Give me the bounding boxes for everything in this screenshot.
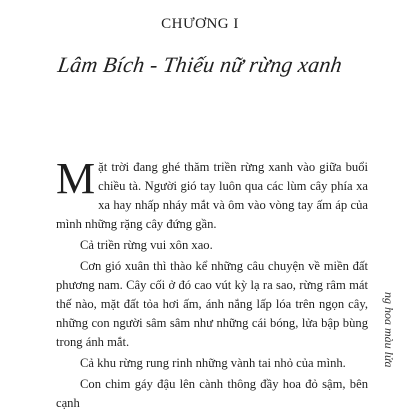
paragraph-1	[56, 154, 368, 234]
drop-cap: M	[56, 154, 96, 203]
paragraph-1-text: ặt trời đang ghé thăm triền rừng xanh vào giữa buổi chiều tà. Người gió tay luôn qua các lùm cây phía xa xa hay nhấp nháy mắt và ôm vào vòng tay ấm áp của mình những rặng cây đứng gần.	[56, 160, 368, 231]
paragraph-5: Con chim gáy đậu lên cành thông đầy hoa đỏ sậm, bên cạnh	[56, 377, 368, 410]
chapter-label: CHƯƠNG I	[161, 16, 239, 32]
paragraph-2: Cả triền rừng vui xôn xao.	[80, 238, 213, 252]
chapter-title: Lâm Bích - Thiếu nữ rừng xanh	[56, 52, 344, 77]
paragraph-3: Cơn gió xuân thì thào kể những câu chuyện về miền đất phương nam. Cây cối ở đó cao vút kỳ lạ ra sao, rừng râm mát thế nào, mặt đất tỏa hơi ấm, ánh nắng lấp lóa trên ngọn cây, những con người sâm sâm như những cái bóng, lửa bập bùng trong ánh mắt.	[56, 259, 368, 349]
body-text	[56, 154, 368, 413]
paragraph-4: Cả khu rừng rung rinh những vành tai nhỏ của mình.	[80, 356, 346, 370]
side-running-text: ng hoa màu lửa	[382, 292, 396, 368]
